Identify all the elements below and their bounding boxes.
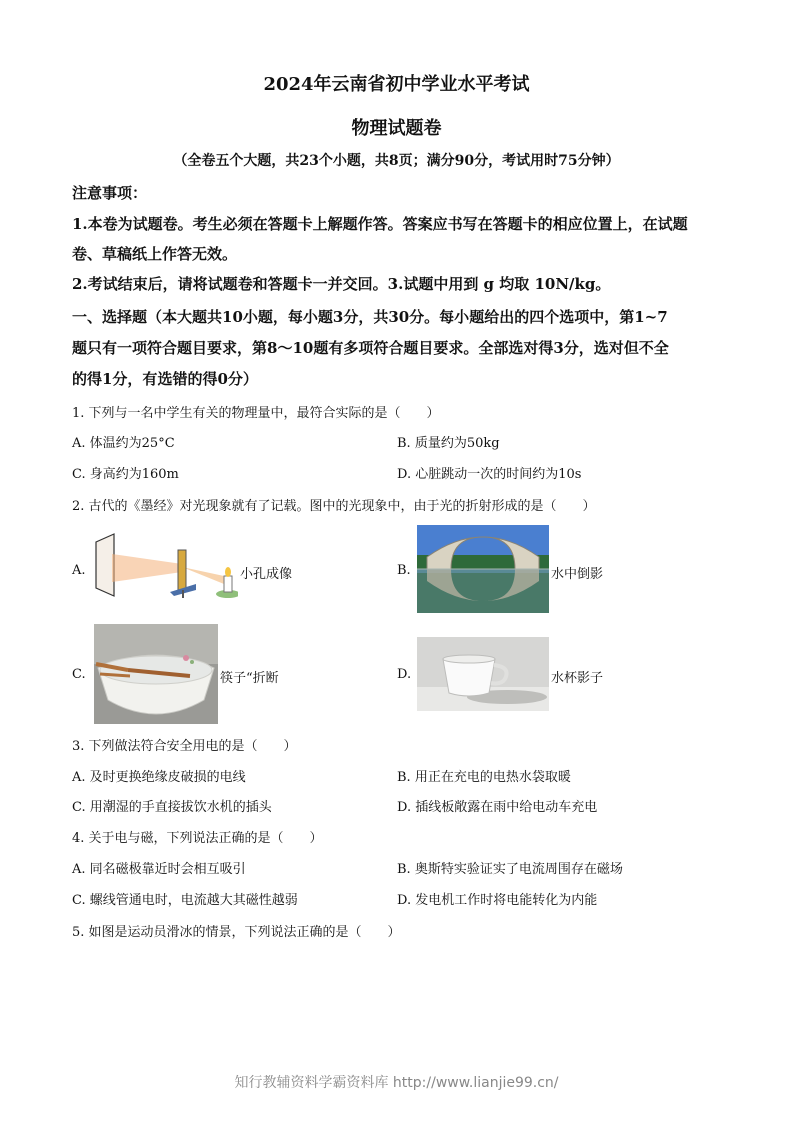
note-1-line-1: 1.本卷为试题卷。考生必须在答题卡上解题作答。答案应书写在答题卡的相应位置上，在试题	[72, 215, 688, 233]
question-3-option-d: D. 插线板敞露在雨中给电动车充电	[397, 800, 598, 815]
note-1-line-2: 卷、草稿纸上作答无效。	[72, 245, 238, 263]
question-1-option-b: B. 质量约为50kg	[397, 436, 500, 451]
question-1-option-c: C. 身高约为160m	[72, 467, 179, 482]
section-1-line-2: 题只有一项符合题目要求，第8～10题有多项符合题目要求。全部选对得3分，选对但不全	[72, 339, 669, 357]
question-2-option-d-label: D.	[397, 667, 412, 682]
question-4-option-d: D. 发电机工作时将电能转化为内能	[397, 893, 598, 908]
paper-info: （全卷五个大题，共23个小题，共8页；满分90分，考试用时75分钟）	[173, 153, 620, 169]
section-1-line-3: 的得1分，有选错的得0分）	[72, 370, 258, 388]
question-1-option-a: A. 体温约为25°C	[72, 436, 175, 451]
question-2-option-d-caption: 水杯影子	[551, 671, 604, 686]
question-1-option-d: D. 心脏跳动一次的时间约为10s	[397, 467, 582, 482]
notes-heading: 注意事项：	[72, 184, 148, 202]
cup-shadow-photo	[417, 637, 549, 711]
question-3-option-a: A. 及时更换绝缘皮破损的电线	[72, 770, 246, 785]
paper-subtitle: 物理试题卷	[351, 118, 442, 139]
question-2-option-c-caption: 筷子“折断	[220, 671, 279, 686]
question-1-stem: 1. 下列与一名中学生有关的物理量中，最符合实际的是（ ）	[72, 406, 440, 421]
pinhole-camera-illustration	[92, 532, 238, 600]
question-2-option-a-caption: 小孔成像	[240, 567, 293, 582]
question-4-option-c: C. 螺线管通电时，电流越大其磁性越弱	[72, 893, 298, 908]
note-2: 2.考试结束后，请将试题卷和答题卡一并交回。3.试题中用到 g 均取 10N/kg。	[72, 275, 611, 293]
question-3-stem: 3. 下列做法符合安全用电的是（ ）	[72, 739, 297, 754]
question-2-stem: 2. 古代的《墨经》对光现象就有了记载。图中的光现象中，由于光的折射形成的是（ ）	[72, 499, 596, 514]
footer-link[interactable]: 知行教辅资料学霸资料库 http://www.lianjie99.cn/	[234, 1075, 559, 1091]
section-1-line-1: 一、选择题（本大题共10小题，每小题3分，共30分。每小题给出的四个选项中，第1~7	[72, 308, 668, 326]
question-3-option-c: C. 用潮湿的手直接拔饮水机的插头	[72, 800, 272, 815]
exam-title: 2024年云南省初中学业水平考试	[263, 74, 530, 95]
question-2-option-a-label: A.	[72, 563, 86, 578]
question-4-option-a: A. 同名磁极靠近时会相互吸引	[72, 862, 246, 877]
question-2-option-b-caption: 水中倒影	[551, 567, 604, 582]
question-5-stem: 5. 如图是运动员滑冰的情景，下列说法正确的是（ ）	[72, 925, 401, 940]
question-4-option-b: B. 奥斯特实验证实了电流周围存在磁场	[397, 862, 623, 877]
question-2-option-b-label: B.	[397, 563, 411, 578]
question-4-stem: 4. 关于电与磁，下列说法正确的是（ ）	[72, 831, 323, 846]
question-2-option-c-label: C.	[72, 667, 86, 682]
arch-bridge-reflection-photo	[417, 525, 549, 613]
question-3-option-b: B. 用正在充电的电热水袋取暖	[397, 770, 571, 785]
chopsticks-in-bowl-photo	[94, 624, 218, 724]
